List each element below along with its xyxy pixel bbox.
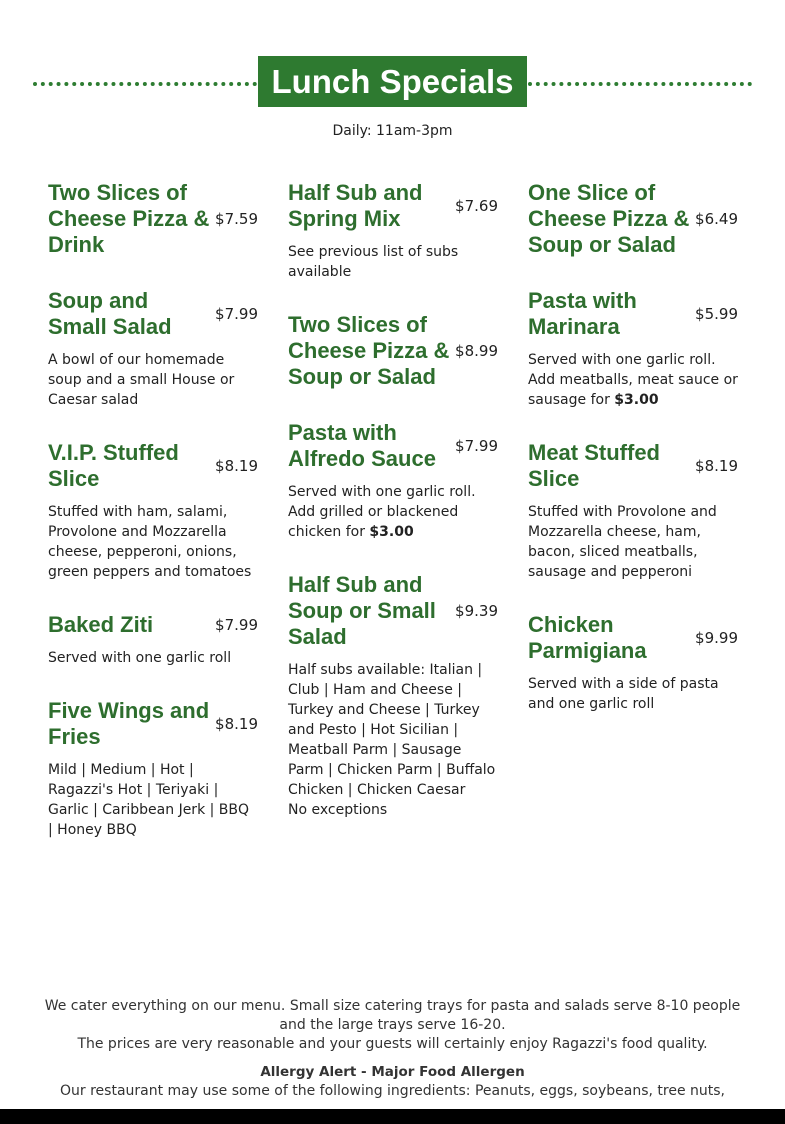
menu-item [288,312,498,390]
menu-column-2 [288,180,498,850]
menu-item-description-text: Served with one garlic roll. Add meatballs, meat sauce or sausage for [528,352,738,408]
menu-item-description: Stuffed with Provolone and Mozzarella cheese, ham, bacon, sliced meatballs, sausage and pepperoni [528,504,717,580]
catering-note-2: The prices are very reasonable and your guests will certainly enjoy Ragazzi's food quality. [77,1036,708,1052]
menu-item-name: Meat Stuffed Slice [528,440,660,491]
menu-item-name: Pasta with Marinara [528,288,637,339]
page-title: Lunch Specials [258,56,527,107]
bottom-bar [0,1109,785,1124]
menu-item-description: Stuffed with ham, salami, Provolone and Mozzarella cheese, pepperoni, onions, green peppers and tomatoes [48,504,252,580]
menu-item-price: $5.99 [695,305,738,323]
menu-item-name: Five Wings and Fries [48,698,210,749]
menu-item [288,572,498,820]
menu-item-price: $9.39 [455,602,498,620]
menu-item [528,180,738,258]
menu-item-description [528,350,738,410]
menu-column-1 [48,180,258,870]
menu-item-description-text: Half subs available: Italian | Club | Ham and Cheese | Turkey and Cheese | Turkey and Pesto | Hot Sicilian | Meatball Parm | Sausage Parm | Chicken Parm | Buffalo Chicken | Chicken Caesar [288,662,496,798]
menu-item-name: Soup and Small Salad [48,288,172,339]
menu-item-price: $6.49 [695,210,738,228]
menu-item [48,612,258,668]
title-divider-right [528,82,752,86]
menu-item [48,288,258,410]
menu-item [48,180,258,258]
menu-item-description: Served with a side of pasta and one garlic roll [528,676,719,712]
menu-item-name: One Slice of Cheese Pizza & Soup or Salad [528,180,690,257]
menu-item-description: Served with one garlic roll [48,650,232,666]
menu-item-name: Two Slices of Cheese Pizza & Drink [48,180,210,257]
allergy-heading: Allergy Alert - Major Food Allergen [260,1064,525,1080]
allergy-text: Our restaurant may use some of the following ingredients: Peanuts, eggs, soybeans, tree nuts, [60,1083,725,1099]
menu-item [48,698,258,840]
menu-item-name: Half Sub and Soup or Small Salad [288,572,436,649]
menu-item-price: $7.69 [455,197,498,215]
service-hours: Daily: 11am-3pm [332,123,453,139]
menu-item-price: $8.99 [455,342,498,360]
menu-item [528,612,738,714]
menu-item-name: Chicken Parmigiana [528,612,647,663]
menu-column-3 [528,180,738,744]
menu-item-price: $7.99 [215,305,258,323]
menu-item-addon-price: $3.00 [614,392,659,408]
menu-item-addon-price: $3.00 [369,524,414,540]
menu-item-price: $8.19 [215,715,258,733]
menu-item-price: $7.99 [455,437,498,455]
menu-item [48,440,258,582]
menu-item [288,180,498,282]
menu-item-name: Pasta with Alfredo Sauce [288,420,436,471]
menu-item [528,288,738,410]
menu-item-price: $9.99 [695,629,738,647]
menu-item-description [288,660,498,820]
menu-item-price: $8.19 [215,457,258,475]
menu-item-name: V.I.P. Stuffed Slice [48,440,179,491]
menu-item-price: $7.99 [215,616,258,634]
menu-item-description [288,482,498,542]
menu-item-name: Half Sub and Spring Mix [288,180,423,231]
menu-item-description-text: Served with one garlic roll. Add grilled or blackened chicken for [288,484,476,540]
title-divider-left [33,82,257,86]
menu-item [528,440,738,582]
menu-item-name: Baked Ziti [48,612,154,637]
footer [30,997,755,1101]
menu-item-note: No exceptions [288,802,388,818]
menu-item-price: $7.59 [215,210,258,228]
menu-item-description: Mild | Medium | Hot | Ragazzi's Hot | Teriyaki | Garlic | Caribbean Jerk | BBQ | Honey BBQ [48,762,250,838]
catering-note: We cater everything on our menu. Small size catering trays for pasta and salads serve 8-10 people and the large trays serve 16-20. [44,998,741,1033]
menu-item [288,420,498,542]
menu-item-description: See previous list of subs available [288,244,459,280]
menu-item-name: Two Slices of Cheese Pizza & Soup or Salad [288,312,450,389]
menu-item-description: A bowl of our homemade soup and a small House or Caesar salad [48,352,235,408]
menu-item-price: $8.19 [695,457,738,475]
